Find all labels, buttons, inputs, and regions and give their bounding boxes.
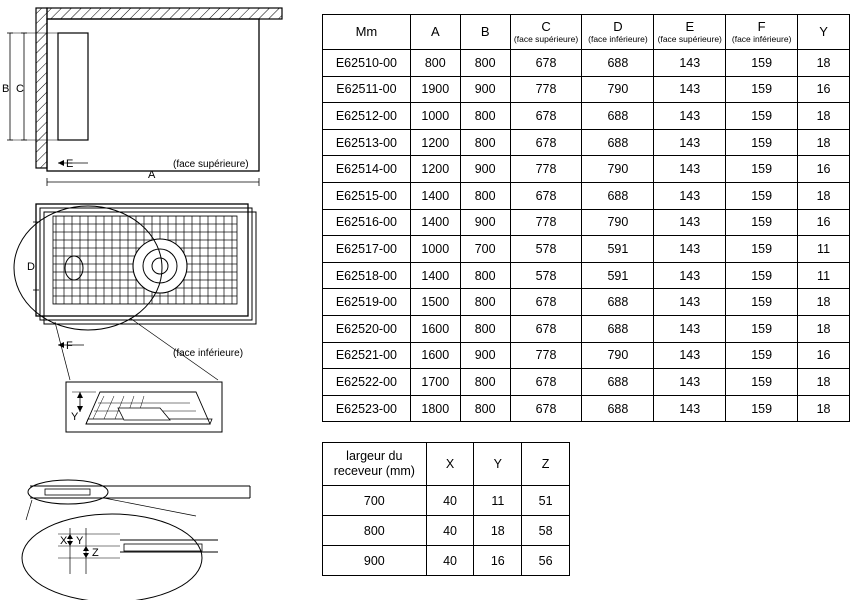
table-row <box>323 315 850 342</box>
cell-a: 1700 <box>410 369 460 396</box>
profile-insert <box>45 489 90 495</box>
cell-z: 51 <box>522 486 570 516</box>
table-row <box>323 50 850 77</box>
cell-b: 900 <box>460 156 510 183</box>
dim-arrow-e <box>58 160 64 166</box>
slab-grid-1 <box>93 396 104 419</box>
cell-e: 143 <box>654 156 726 183</box>
tray-width-table-body <box>323 486 570 576</box>
dim-arrow-z-b <box>83 553 89 558</box>
header-main-d: D <box>613 18 623 34</box>
header-cell-z: Z <box>522 443 570 486</box>
label-y-detail: Y <box>71 411 79 423</box>
header-cell-ref <box>323 15 411 50</box>
cell-a: 1400 <box>410 209 460 236</box>
cell-c: 678 <box>510 103 582 130</box>
cell-f: 159 <box>726 262 798 289</box>
cell-c: 778 <box>510 342 582 369</box>
cell-c: 678 <box>510 395 582 422</box>
cell-a: 1800 <box>410 395 460 422</box>
cell-f: 159 <box>726 129 798 156</box>
cell-c: 578 <box>510 236 582 263</box>
header-cell-x: X <box>426 443 474 486</box>
table-row <box>323 342 850 369</box>
dim-arrow-x-b <box>67 541 73 546</box>
label-b-top-view: B <box>2 83 10 95</box>
cell-e: 143 <box>654 262 726 289</box>
cell-ref: E62519-00 <box>323 289 411 316</box>
cell-e: 143 <box>654 209 726 236</box>
header-main-c: C <box>541 18 551 34</box>
label-c-top-view: C <box>16 83 24 95</box>
header-main-ref: Mm <box>355 24 378 39</box>
cell-a: 1000 <box>410 103 460 130</box>
cell-x: 40 <box>426 546 474 576</box>
label-face-inferieure: (face inférieure) <box>173 348 244 359</box>
cell-f: 159 <box>726 395 798 422</box>
cell-e: 143 <box>654 315 726 342</box>
cell-y: 16 <box>798 76 850 103</box>
cell-b: 900 <box>460 76 510 103</box>
cell-ref: E62518-00 <box>323 262 411 289</box>
cell-x: 40 <box>426 486 474 516</box>
cell-b: 800 <box>460 395 510 422</box>
cell-ref: E62517-00 <box>323 236 411 263</box>
cell-b: 800 <box>460 289 510 316</box>
cell-b: 700 <box>460 236 510 263</box>
table-row <box>323 289 850 316</box>
label-face-superieure: (face supérieure) <box>173 159 249 170</box>
bottom-view-group <box>14 204 256 359</box>
cell-ref: E62520-00 <box>323 315 411 342</box>
cell-y: 18 <box>798 315 850 342</box>
cell-y: 18 <box>798 129 850 156</box>
cell-ref: E62516-00 <box>323 209 411 236</box>
cell-d: 790 <box>582 76 654 103</box>
cell-y: 18 <box>798 395 850 422</box>
label-f-bottom-view: F <box>66 340 73 352</box>
dim-arrow-x-a <box>67 534 73 539</box>
cell-f: 159 <box>726 369 798 396</box>
cell-width: 700 <box>323 486 427 516</box>
dimensions-table-head <box>323 15 850 50</box>
drain-inner-circle <box>152 258 168 274</box>
cell-y: 11 <box>798 262 850 289</box>
cell-y: 18 <box>798 289 850 316</box>
wall-hatch-left <box>36 8 47 168</box>
cell-d: 790 <box>582 209 654 236</box>
header-cell-y <box>798 15 850 50</box>
header-cell-d <box>582 15 654 50</box>
cell-c: 778 <box>510 76 582 103</box>
dim-arrow-y-up <box>77 392 83 398</box>
detail2-leader-1 <box>26 500 32 520</box>
header-sub-e: (face supérieure) <box>657 33 722 44</box>
cell-y: 18 <box>798 182 850 209</box>
cell-b: 800 <box>460 103 510 130</box>
label-d-bottom-view: D <box>27 261 35 273</box>
cell-d: 688 <box>582 395 654 422</box>
cell-c: 678 <box>510 289 582 316</box>
header-main-b: B <box>480 24 490 39</box>
cell-y: 16 <box>798 342 850 369</box>
cell-d: 790 <box>582 342 654 369</box>
cell-b: 900 <box>460 209 510 236</box>
label-y-detail-2: Y <box>76 535 84 547</box>
header-main-y: Y <box>819 24 828 39</box>
cell-f: 159 <box>726 76 798 103</box>
cell-ref: E62514-00 <box>323 156 411 183</box>
cell-b: 800 <box>460 369 510 396</box>
cell-a: 1400 <box>410 262 460 289</box>
cell-e: 143 <box>654 76 726 103</box>
drain-channel-top <box>58 33 88 140</box>
cell-f: 159 <box>726 315 798 342</box>
cell-f: 159 <box>726 289 798 316</box>
header-cell-width <box>323 443 427 486</box>
cell-f: 159 <box>726 156 798 183</box>
cell-a: 1900 <box>410 76 460 103</box>
header-width-line1: largeur du <box>346 449 403 463</box>
cell-b: 800 <box>460 129 510 156</box>
cell-e: 143 <box>654 395 726 422</box>
cell-z: 58 <box>522 516 570 546</box>
cell-c: 678 <box>510 50 582 77</box>
header-sub-d: (face inférieure) <box>588 33 648 44</box>
cell-ref: E62521-00 <box>323 342 411 369</box>
tray-width-table-head <box>323 443 570 486</box>
label-e-top-view: E <box>66 158 74 170</box>
cell-ref: E62510-00 <box>323 50 411 77</box>
table-row <box>323 129 850 156</box>
cell-y: 18 <box>474 516 522 546</box>
label-x-detail: X <box>60 535 68 547</box>
cell-d: 688 <box>582 50 654 77</box>
table-row <box>323 236 850 263</box>
table-header-row <box>323 443 570 486</box>
cell-b: 800 <box>460 315 510 342</box>
table-row <box>323 516 570 546</box>
table-row <box>323 103 850 130</box>
table-row <box>323 486 570 516</box>
cell-b: 900 <box>460 342 510 369</box>
detail-plate <box>118 408 170 420</box>
cell-f: 159 <box>726 50 798 77</box>
cell-f: 159 <box>726 209 798 236</box>
cell-ref: E62523-00 <box>323 395 411 422</box>
detail-frame-1 <box>66 382 222 432</box>
header-sub-c: (face supérieure) <box>513 33 579 44</box>
section-plate <box>124 544 202 551</box>
technical-drawing-panel <box>0 0 310 600</box>
cell-y: 16 <box>798 156 850 183</box>
cell-y: 16 <box>474 546 522 576</box>
header-cell-e <box>654 15 726 50</box>
detail-callout-ellipse-2 <box>28 480 108 504</box>
detail-zoom-ellipse-2 <box>22 514 202 600</box>
header-cell-y: Y <box>474 443 522 486</box>
table-row <box>323 369 850 396</box>
cell-f: 159 <box>726 182 798 209</box>
cell-width: 900 <box>323 546 427 576</box>
cell-e: 143 <box>654 342 726 369</box>
header-main-e: E <box>685 18 695 34</box>
header-main-a: A <box>430 24 440 39</box>
cell-y: 11 <box>798 236 850 263</box>
label-a-top-view: A <box>148 169 156 181</box>
cell-d: 688 <box>582 182 654 209</box>
cell-ref: E62522-00 <box>323 369 411 396</box>
cell-a: 800 <box>410 50 460 77</box>
cell-f: 159 <box>726 342 798 369</box>
header-cell-b <box>460 15 510 50</box>
slab-grid-2 <box>104 396 114 419</box>
cell-d: 688 <box>582 103 654 130</box>
table-row <box>323 209 850 236</box>
cell-c: 578 <box>510 262 582 289</box>
cell-f: 159 <box>726 103 798 130</box>
cell-c: 678 <box>510 182 582 209</box>
table-row <box>323 156 850 183</box>
cell-b: 800 <box>460 182 510 209</box>
dimensions-table-body <box>323 50 850 422</box>
cell-e: 143 <box>654 129 726 156</box>
detail2-leader-2 <box>104 498 196 516</box>
cell-ref: E62515-00 <box>323 182 411 209</box>
cell-c: 678 <box>510 315 582 342</box>
table-header-row <box>323 15 850 50</box>
cell-b: 800 <box>460 262 510 289</box>
cell-d: 591 <box>582 236 654 263</box>
cell-x: 40 <box>426 516 474 546</box>
cell-c: 778 <box>510 209 582 236</box>
top-view-group <box>2 8 282 186</box>
cell-e: 143 <box>654 369 726 396</box>
cell-a: 1600 <box>410 342 460 369</box>
detail-view-one-group <box>55 318 222 432</box>
header-width-line2: receveur (mm) <box>333 464 415 478</box>
cell-e: 143 <box>654 289 726 316</box>
header-main-f: F <box>757 18 766 34</box>
cell-y: 18 <box>798 50 850 77</box>
header-cell-a <box>410 15 460 50</box>
wall-hatch-top <box>47 8 282 19</box>
table-row <box>323 395 850 422</box>
cell-a: 1200 <box>410 156 460 183</box>
tray-outline-top <box>47 19 259 171</box>
cell-d: 591 <box>582 262 654 289</box>
cell-a: 1200 <box>410 129 460 156</box>
cell-e: 143 <box>654 50 726 77</box>
header-cell-c <box>510 15 582 50</box>
table-row <box>323 76 850 103</box>
cell-d: 688 <box>582 369 654 396</box>
table-row <box>323 182 850 209</box>
cell-c: 678 <box>510 129 582 156</box>
cell-z: 56 <box>522 546 570 576</box>
cell-d: 688 <box>582 289 654 316</box>
cell-a: 1600 <box>410 315 460 342</box>
cell-c: 678 <box>510 369 582 396</box>
table-row <box>323 546 570 576</box>
cell-e: 143 <box>654 236 726 263</box>
header-sub-f: (face inférieure) <box>731 33 792 44</box>
label-z-detail: Z <box>92 547 99 559</box>
cell-c: 778 <box>510 156 582 183</box>
cell-ref: E62512-00 <box>323 103 411 130</box>
cell-d: 688 <box>582 315 654 342</box>
cell-ref: E62511-00 <box>323 76 411 103</box>
header-cell-f <box>726 15 798 50</box>
drawing-svg <box>0 0 310 600</box>
cell-y: 11 <box>474 486 522 516</box>
cell-a: 1000 <box>410 236 460 263</box>
cell-e: 143 <box>654 103 726 130</box>
cell-width: 800 <box>323 516 427 546</box>
cell-a: 1500 <box>410 289 460 316</box>
cell-d: 790 <box>582 156 654 183</box>
cell-ref: E62513-00 <box>323 129 411 156</box>
cell-d: 688 <box>582 129 654 156</box>
detail-view-two-group <box>22 480 250 600</box>
cell-f: 159 <box>726 236 798 263</box>
cell-b: 800 <box>460 50 510 77</box>
cell-y: 16 <box>798 209 850 236</box>
cell-y: 18 <box>798 369 850 396</box>
dim-arrow-z-a <box>83 546 89 551</box>
cell-a: 1400 <box>410 182 460 209</box>
tray-width-table <box>322 442 570 576</box>
cell-y: 18 <box>798 103 850 130</box>
dimensions-table <box>322 14 850 422</box>
table-row <box>323 262 850 289</box>
cell-e: 143 <box>654 182 726 209</box>
